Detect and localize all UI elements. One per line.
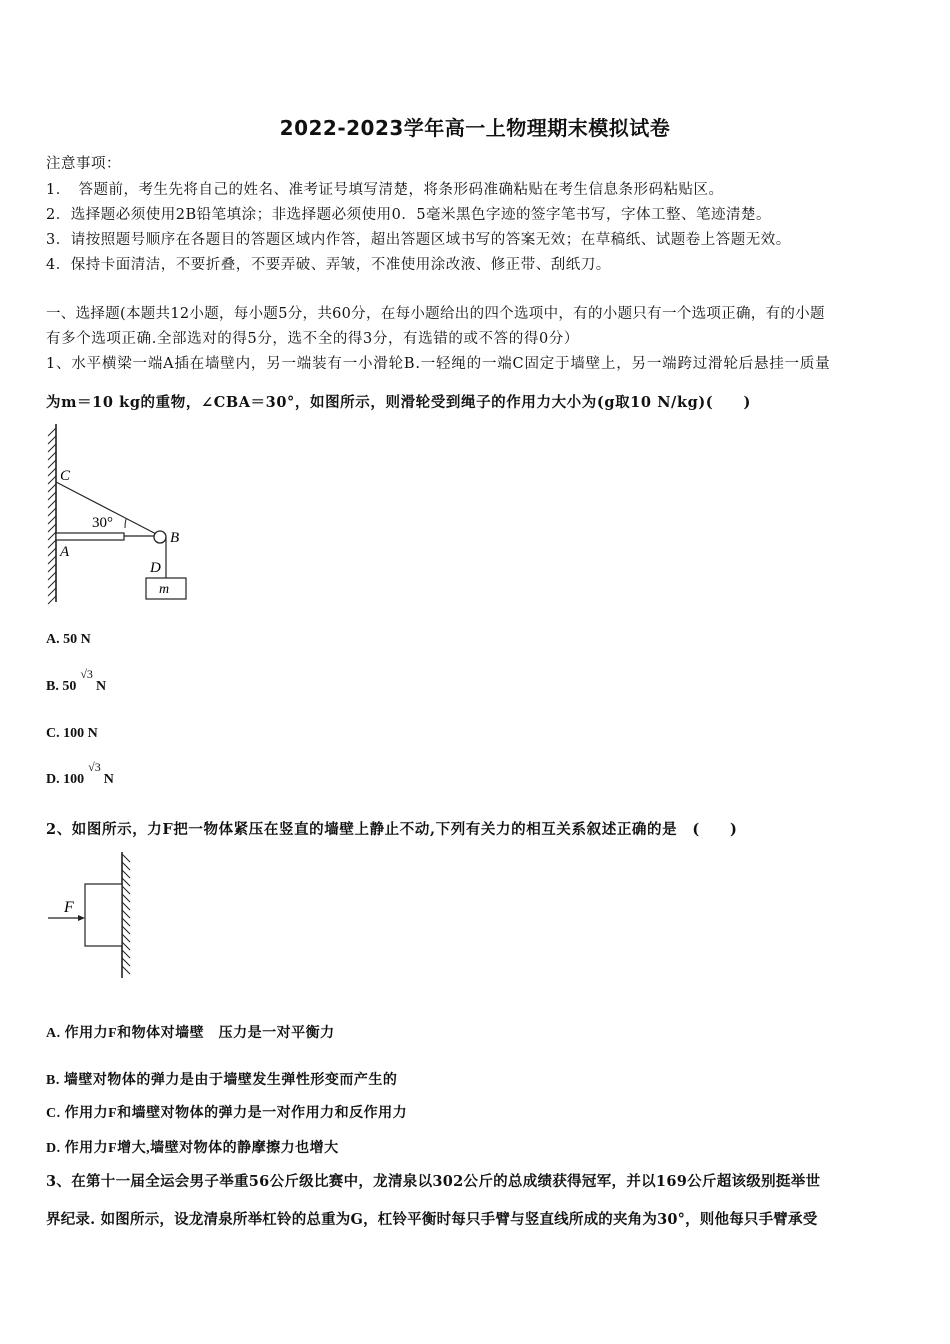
label-f: F [64,899,74,916]
page-title: 2022-2023学年高一上物理期末模拟试卷 [279,116,671,140]
pressed-block [85,884,122,946]
q1-stem-line-1: 1、水平横梁一端A插在墙壁内，另一端装有一小滑轮B.一轻绳的一端C固定于墙壁上，另一端跨过滑轮后悬挂一质量 [46,356,831,372]
q1-option-d-prefix: D. 100 [46,772,85,787]
label-m: m [159,582,170,597]
q3-stem-line-1: 3、在第十一届全运会男子举重56公斤级比赛中，龙清泉以302公斤的总成绩获得冠军，并以169公斤超该级别挺举世 [46,1173,821,1190]
q3-stem-line-2: 界纪录. 如图所示，设龙清泉所举杠铃的总重为G，杠铃平衡时每只手臂与竖直线所成的夹角为30°，则他每只手臂承受 [46,1211,818,1228]
label-angle: 30° [92,515,113,531]
q1-option-b [46,667,107,695]
q1-option-d-suffix: N [103,772,114,787]
label-a: A [60,544,70,560]
q2-figure [44,850,144,982]
q1-option-d [46,760,114,788]
q1-option-a: A. 50 N [46,632,91,647]
sqrt-three-b: √3 [80,667,93,681]
notice-item-2: 2．选择题必须使用2B铅笔填涂；非选择题必须使用0．5毫米黑色字迹的签字笔书写，字体工整、笔迹清楚。 [46,207,772,223]
q1-option-b-suffix: N [95,679,107,694]
beam-ab [56,533,124,540]
notice-item-4: 4．保持卡面清洁，不要折叠，不要弄破、弄皱，不准使用涂改液、修正带、刮纸刀。 [46,257,611,273]
notice-item-3: 3．请按照题号顺序在各题目的答题区域内作答，超出答题区域书写的答案无效；在草稿纸、试题卷上答题无效。 [46,232,791,248]
label-b: B [170,530,180,546]
q2-option-d: D. 作用力F增大,墙壁对物体的静摩擦力也增大 [46,1141,339,1156]
sqrt-three-d: √3 [88,760,101,774]
q2-option-c: C. 作用力F和墙壁对物体的弹力是一对作用力和反作用力 [46,1106,408,1121]
q2-stem: 2、如图所示，力F把一物体紧压在竖直的墙壁上静止不动,下列有关力的相互关系叙述正确的是 ( ) [46,821,738,838]
pulley [154,531,166,543]
label-d: D [150,560,161,576]
notice-heading: 注意事项： [46,156,121,172]
q1-option-c: C. 100 N [46,726,98,741]
section-intro-line-2: 有多个选项正确.全部选对的得5分，选不全的得3分，有选错的或不答的得0分） [46,331,579,347]
label-c: C [60,468,71,484]
wall-hatching [48,424,56,604]
q1-figure [40,420,200,610]
notice-item-1: 1． 答题前，考生先将自己的姓名、准考证号填写清楚，将条形码准确粘贴在考生信息条形码粘贴区。 [46,182,724,198]
q2-option-a: A. 作用力F和物体对墙壁 压力是一对平衡力 [46,1026,335,1041]
q1-stem-line-2: 为m＝10 kg的重物，∠CBA＝30°，如图所示，则滑轮受到绳子的作用力大小为(g取10 N/kg)( ) [46,394,751,411]
q2-option-b: B. 墙壁对物体的弹力是由于墙壁发生弹性形变而产生的 [46,1073,398,1088]
section-intro-line-1: 一、选择题(本题共12小题，每小题5分，共60分，在每小题给出的四个选项中，有的小题只有一个选项正确，有的小题 [46,306,825,322]
q1-option-b-prefix: B. 50 [46,679,77,694]
